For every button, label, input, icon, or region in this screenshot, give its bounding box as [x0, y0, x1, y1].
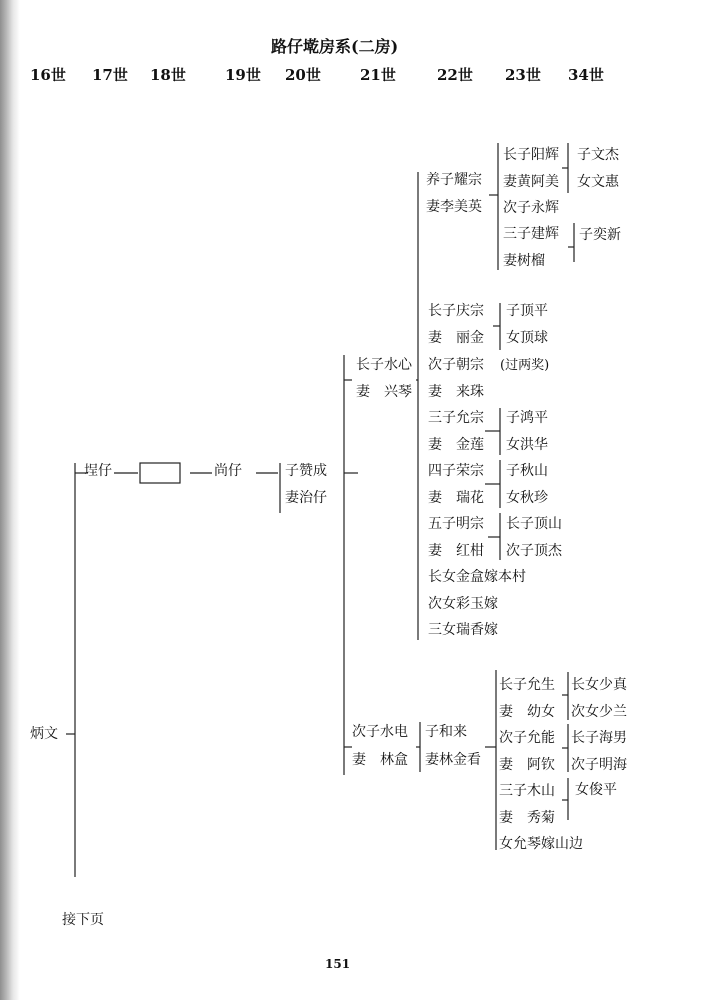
person-name: 长子海男 — [571, 730, 627, 746]
person-name: 次子朝宗 — [428, 357, 484, 373]
person-name: 长子水心 — [356, 357, 412, 373]
daughter-name: 次女彩玉嫁 — [428, 596, 498, 612]
person-name: 长子阳辉 — [503, 147, 559, 163]
person-note: (过两奖) — [500, 358, 550, 373]
generation-label: 23世 — [505, 66, 541, 84]
daughter-name: 三女瑞香嫁 — [428, 622, 498, 638]
person-name: 三子建辉 — [503, 226, 559, 242]
spouse-name: 妻李美英 — [426, 199, 482, 215]
spouse-name: 妻 秀菊 — [499, 810, 555, 826]
person-name: 子奕新 — [579, 227, 621, 243]
person-name: 三子木山 — [499, 783, 555, 799]
continue-note: 接下页 — [62, 912, 104, 928]
spouse-name: 妻树榴 — [503, 253, 545, 269]
person-name: 长子庆宗 — [428, 303, 484, 319]
daughter-name: 长女少真 — [571, 677, 627, 693]
person-name: 子鸿平 — [506, 410, 548, 426]
daughter-name: 女俊平 — [575, 782, 617, 798]
spouse-name: 妻林金看 — [425, 752, 481, 768]
daughter-name: 女顶球 — [506, 330, 548, 346]
generation-label: 22世 — [437, 66, 473, 84]
page-title: 路仔墘房系(二房) — [271, 37, 399, 56]
spouse-name: 妻 阿钦 — [499, 757, 555, 773]
generation-label: 34世 — [568, 66, 604, 84]
page-number: 151 — [325, 957, 351, 971]
daughter-name: 次女少兰 — [571, 704, 627, 720]
daughter-name: 女文惠 — [577, 174, 619, 190]
generation-label: 19世 — [225, 66, 261, 84]
generation-label: 18世 — [150, 66, 186, 84]
person-name: 子顶平 — [506, 303, 548, 319]
person-name: 四子荣宗 — [428, 463, 484, 479]
spouse-name: 妻 瑞花 — [428, 490, 484, 506]
person-name: 次子水电 — [352, 724, 408, 740]
spouse-name: 妻 林盒 — [352, 752, 408, 768]
person-name: 次子明海 — [571, 757, 627, 773]
person-name: 次子顶杰 — [506, 543, 562, 559]
person-name: 五子明宗 — [428, 516, 484, 532]
generation-label: 20世 — [285, 66, 321, 84]
generation-label: 17世 — [92, 66, 128, 84]
person-name: 子文杰 — [577, 147, 619, 163]
daughter-name: 长女金盒嫁本村 — [428, 569, 526, 585]
spouse-name: 妻 来珠 — [428, 384, 484, 400]
person-name: 子秋山 — [506, 463, 548, 479]
person-name: 三子允宗 — [428, 410, 484, 426]
person-name: 炳文 — [30, 726, 58, 742]
daughter-name: 女允琴嫁山边 — [499, 836, 583, 852]
daughter-name: 女秋珍 — [506, 490, 548, 506]
person-name: 养子耀宗 — [426, 172, 482, 188]
person-name: 埕仔 — [84, 463, 112, 479]
generation-label: 21世 — [360, 66, 396, 84]
person-name: 次子允能 — [499, 730, 555, 746]
person-name: 尚仔 — [214, 463, 242, 479]
spouse-name: 妻 红柑 — [428, 543, 484, 559]
spouse-name: 妻 丽金 — [428, 330, 484, 346]
daughter-name: 女洪华 — [506, 437, 548, 453]
spouse-name: 妻 兴琴 — [356, 384, 412, 400]
person-name: 长子顶山 — [506, 516, 562, 532]
person-name: 子和来 — [425, 724, 467, 740]
spouse-name: 妻黄阿美 — [503, 174, 559, 190]
generation-label: 16世 — [30, 66, 66, 84]
person-name: 子赞成 — [285, 463, 327, 479]
spouse-name: 妻 幼女 — [499, 704, 555, 720]
person-name: 次子永辉 — [503, 200, 559, 216]
spouse-name: 妻 金莲 — [428, 437, 484, 453]
person-name: 长子允生 — [499, 677, 555, 693]
spouse-name: 妻治仔 — [285, 490, 327, 506]
